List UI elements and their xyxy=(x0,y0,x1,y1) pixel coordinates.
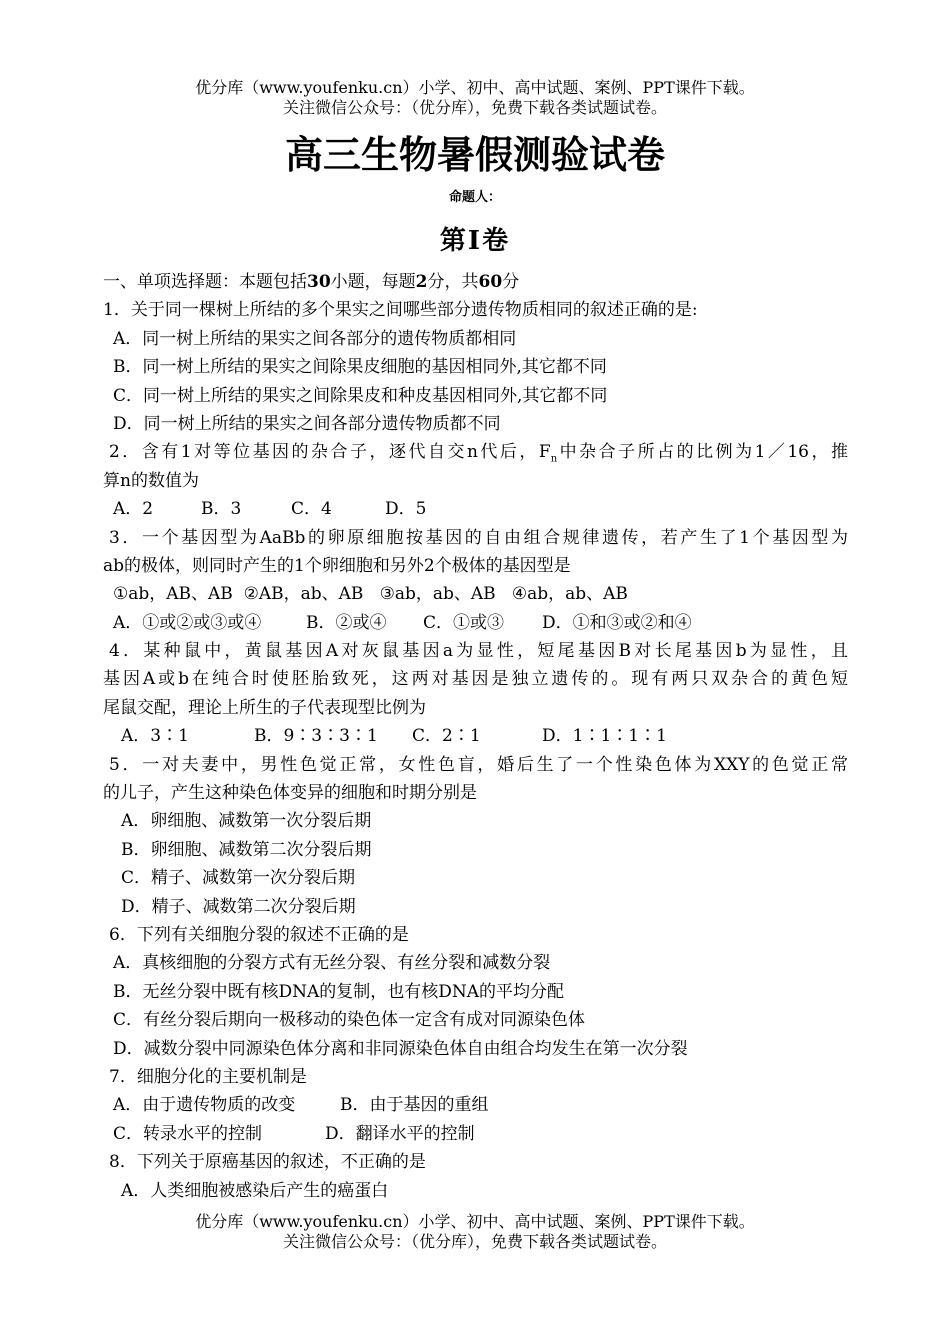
q5-option-b: B．卵细胞、减数第二次分裂后期 xyxy=(121,839,372,860)
q3-option-b: B．②或④ xyxy=(306,612,387,633)
q7-option-c: C．转录水平的控制 xyxy=(113,1123,263,1144)
q3-stem-line-1: 3．一个基因型为AaBb的卵原细胞按基因的自由组合规律遗传，若产生了1个基因型为 xyxy=(109,527,848,548)
q7-options-row-2 xyxy=(103,1120,848,1148)
header-line-2: 关注微信公众号：（优分库），免费下载各类试题试卷。 xyxy=(282,98,667,117)
q7-option-a: A．由于遗传物质的改变 xyxy=(113,1095,296,1116)
q4-option-a: A．3∶1 xyxy=(121,726,189,747)
q3-genotype-choices: ①ab，AB、AB ②AB，ab、AB ③ab，ab、AB ④ab，ab、AB xyxy=(113,584,628,605)
q7-option-d: D．翻译水平的控制 xyxy=(325,1123,475,1144)
q4-stem-line-2: 基因A或b在纯合时使胚胎致死，这两对基因是独立遗传的。现有两只双杂合的黄色短 xyxy=(103,669,848,690)
q4-option-d: D．1∶1∶1∶1 xyxy=(542,726,667,747)
q3-option-a: A．①或②或③或④ xyxy=(113,612,262,633)
section-heading: 一、单项选择题：本题包括30小题，每题2分，共60分 xyxy=(103,272,520,292)
q5-stem-line-1: 5．一对夫妻中，男性色觉正常，女性色盲，婚后生了一个性染色体为XXY的色觉正常 xyxy=(109,754,848,775)
q6-stem: 6．下列有关细胞分裂的叙述不正确的是 xyxy=(109,924,409,945)
q1-option-b: B．同一树上所结的果实之间除果皮细胞的基因相同外,其它都不同 xyxy=(113,357,607,378)
q7-stem: 7．细胞分化的主要机制是 xyxy=(109,1066,307,1087)
q6-option-c: C．有丝分裂后期向一极移动的染色体一定含有成对同源染色体 xyxy=(113,1010,586,1031)
q2-option-b: B．3 xyxy=(201,499,242,520)
q6-option-d: D．减数分裂中同源染色体分离和非同源染色体自由组合均发生在第一次分裂 xyxy=(113,1038,688,1059)
q3-stem-line-2: ab的极体，则同时产生的1个卵细胞和另外2个极体的基因型是 xyxy=(103,555,571,576)
author-label: 命题人： xyxy=(448,190,501,205)
q4-stem-line-3: 尾鼠交配，理论上所生的子代表现型比例为 xyxy=(103,697,426,718)
q5-option-a: A．卵细胞、减数第一次分裂后期 xyxy=(121,811,372,832)
q2-option-a: A．2 xyxy=(113,499,154,520)
question-body xyxy=(103,268,848,1205)
q1-option-c: C．同一树上所结的果实之间除果皮和种皮基因相同外,其它都不同 xyxy=(113,385,608,406)
q2-option-c: C．4 xyxy=(291,499,332,520)
q1-option-d: D．同一树上所结的果实之间各部分遗传物质都不同 xyxy=(113,413,501,434)
q5-option-c: C．精子、减数第一次分裂后期 xyxy=(121,868,356,889)
q4-options xyxy=(103,722,848,750)
q2-stem-line-1: 2．含有1对等位基因的杂合子，逐代自交n代后，$F_n$中杂合子所占的比例为1／16，推 xyxy=(109,442,848,465)
q4-option-c: C．2∶1 xyxy=(412,726,481,747)
q3-options xyxy=(103,609,848,637)
q6-option-b: B．无丝分裂中既有核DNA的复制，也有核DNA的平均分配 xyxy=(113,981,565,1002)
q3-option-d: D．①和③或②和④ xyxy=(542,612,692,633)
q2-options xyxy=(103,495,848,523)
q1-option-a: A．同一树上所结的果实之间各部分的遗传物质都相同 xyxy=(113,328,517,349)
q2-stem-line-2: 算n的数值为 xyxy=(103,470,199,491)
page-title: 高三生物暑假测验试卷 xyxy=(284,133,665,177)
q5-option-d: D．精子、减数第二次分裂后期 xyxy=(121,896,356,917)
footer-line-1: 优分库（www.youfenku.cn）小学、初中、高中试题、案例、PPT课件下载。 xyxy=(195,1212,755,1231)
q1-stem: 1．关于同一棵树上所结的多个果实之间哪些部分遗传物质相同的叙述正确的是: xyxy=(103,300,698,321)
footer-line-2: 关注微信公众号：（优分库），免费下载各类试题试卷。 xyxy=(282,1232,667,1251)
q2-option-d: D．5 xyxy=(385,499,427,520)
volume-heading: 第Ⅰ卷 xyxy=(439,226,511,256)
q7-options-row-1 xyxy=(103,1091,848,1119)
q4-stem-line-1: 4．某种鼠中，黄鼠基因A对灰鼠基因a为显性，短尾基因B对长尾基因b为显性，且 xyxy=(109,641,848,662)
q6-option-a: A．真核细胞的分裂方式有无丝分裂、有丝分裂和减数分裂 xyxy=(113,953,551,974)
q5-stem-line-2: 的儿子，产生这种染色体变异的细胞和时期分别是 xyxy=(103,783,477,804)
q3-option-c: C．①或③ xyxy=(423,612,505,633)
q8-stem: 8．下列关于原癌基因的叙述，不正确的是 xyxy=(109,1152,426,1173)
q4-option-b: B．9∶3∶3∶1 xyxy=(254,726,378,747)
q8-option-a: A．人类细胞被感染后产生的癌蛋白 xyxy=(121,1180,389,1201)
header-line-1: 优分库（www.youfenku.cn）小学、初中、高中试题、案例、PPT课件下载。 xyxy=(195,78,755,97)
q7-option-b: B．由于基因的重组 xyxy=(340,1095,489,1116)
